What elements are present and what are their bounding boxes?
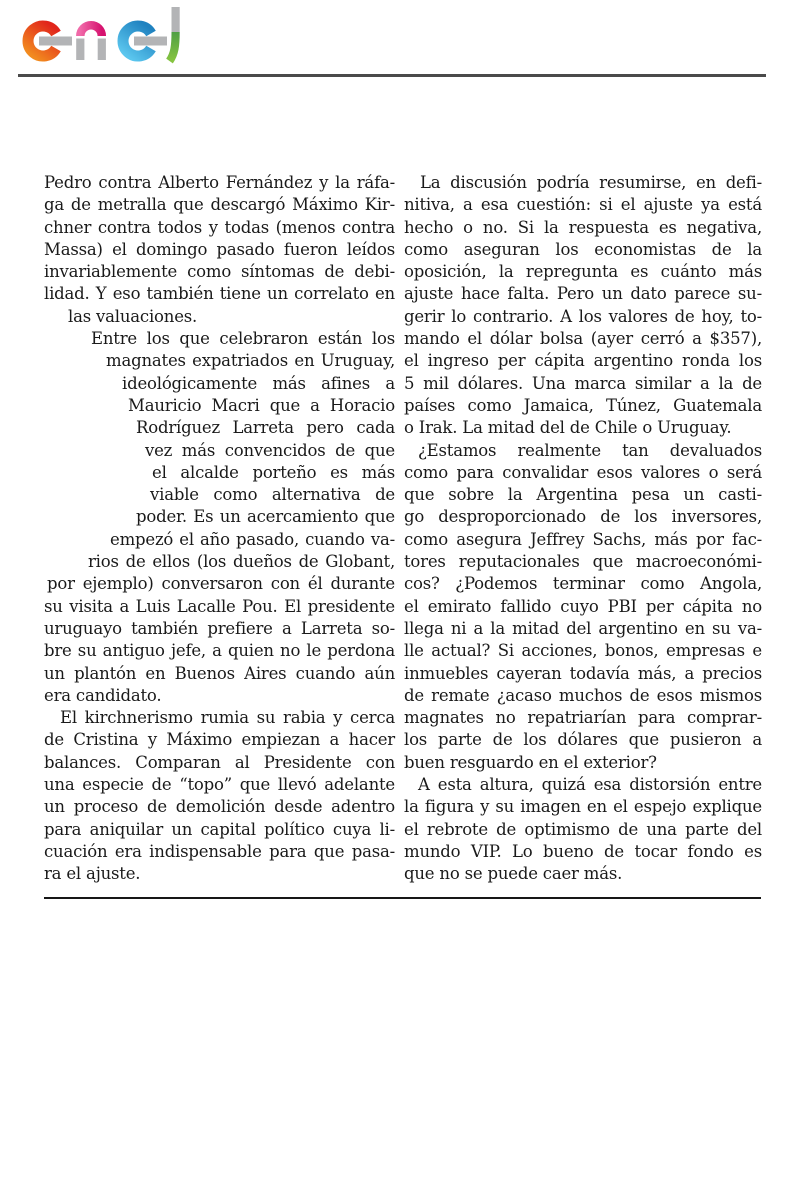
text-line: como para convalidar esos valores o será	[404, 462, 762, 482]
text-line: mundo VIP. Lo bueno de tocar fondo es	[404, 841, 762, 861]
text-line: El kirchnerismo rumia su rabia y cerca	[60, 708, 395, 728]
logo-letter-l-icon	[170, 32, 176, 61]
text-line: para aniquilar un capital político cuya li-	[44, 819, 395, 839]
text-line: Pedro contra Alberto Fernández y la ráfa-	[44, 173, 395, 192]
text-line: el rebrote de optimismo de una parte del	[404, 819, 762, 839]
text-line: las valuaciones.	[68, 306, 198, 326]
text-line: cos? ¿Podemos terminar como Angola,	[404, 574, 762, 594]
text-line: el emirato fallido cuyo PBI per cápita no	[404, 596, 762, 616]
text-line: viable como alternativa de	[150, 485, 395, 505]
text-line: magnates no repatriarían para comprar-	[404, 708, 762, 728]
text-line: mando el dólar bolsa (ayer cerró a $357),	[404, 329, 762, 349]
text-line: los parte de los dólares que pusieron a	[404, 730, 762, 750]
text-line: ra el ajuste.	[44, 864, 141, 884]
text-line: era candidato.	[44, 685, 162, 705]
text-line: la figura y su imagen en el espejo explique	[404, 797, 762, 817]
text-line: buen resguardo en el exterior?	[404, 752, 657, 772]
text-line: Entre los que celebraron están los	[91, 329, 395, 349]
text-line: inmuebles cayeran todavía más, a precios	[404, 663, 762, 683]
text-line: chner contra todos y todas (menos contra	[44, 217, 395, 237]
text-line: que no se puede caer más.	[404, 864, 623, 884]
text-line: ga de metralla que descargó Máximo Kir-	[44, 195, 395, 215]
text-line: lidad. Y eso también tiene un correlato en	[44, 284, 395, 304]
text-line: como aseguran los economistas de la	[404, 239, 762, 259]
text-line: el ingreso per cápita argentino ronda los	[404, 351, 762, 371]
text-line: Massa) el domingo pasado fueron leídos	[44, 239, 395, 259]
text-line: su visita a Luis Lacalle Pou. El presidente	[44, 596, 395, 616]
text-line: ¿Estamos realmente tan devaluados	[418, 440, 762, 460]
text-line: gerir lo contrario. A los valores de hoy, to-	[404, 306, 762, 326]
text-line: el alcalde porteño es más	[152, 462, 395, 482]
text-line: La discusión podría resumirse, en defi-	[420, 173, 762, 192]
text-line: ideológicamente más afines a	[122, 373, 395, 393]
text-line: un proceso de demolición desde adentro	[44, 797, 395, 817]
text-line: lle actual? Si acciones, bonos, empresas e	[404, 641, 762, 661]
text-line: que sobre la Argentina pesa un casti-	[404, 485, 762, 505]
text-line: invariablemente como síntomas de debi-	[44, 262, 395, 282]
text-line: Rodríguez Larreta pero cada	[136, 418, 395, 438]
text-line: llega ni a la mitad del argentino en su va-	[404, 618, 762, 638]
text-line: una especie de “topo” que llevó adelante	[44, 775, 395, 795]
text-line: A esta altura, quizá esa distorsión entre	[418, 775, 762, 795]
column-right	[404, 172, 762, 886]
text-line: oposición, la repregunta es cuánto más	[404, 262, 762, 282]
article-body	[44, 172, 762, 886]
text-line: uruguayo también prefiere a Larreta so-	[44, 618, 395, 638]
logo-slab-e1	[39, 37, 72, 46]
text-line: ajuste hace falta. Pero un dato parece su-	[404, 284, 762, 304]
text-line: tores reputacionales que macroeconómi-	[404, 552, 762, 572]
text-line: vez más convencidos de que	[145, 440, 395, 460]
text-line: por ejemplo) conversaron con él durante	[47, 574, 395, 594]
text-line: un plantón en Buenos Aires cuando aún	[44, 663, 395, 683]
text-line: rios de ellos (los dueños de Globant,	[88, 552, 395, 572]
text-line: 5 mil dólares. Una marca similar a la de	[404, 373, 762, 393]
text-line: de remate ¿acaso muchos de esos mismos	[404, 685, 762, 705]
text-line: bre su antiguo jefe, a quien no le perdona	[44, 641, 395, 661]
logo-slab-e2	[134, 37, 167, 46]
text-line: poder. Es un acercamiento que	[136, 507, 395, 527]
text-line: de Cristina y Máximo empiezan a hacer	[44, 730, 395, 750]
text-line: balances. Comparan al Presidente con	[44, 752, 395, 772]
text-line: Mauricio Macri que a Horacio	[128, 395, 395, 415]
column-left	[44, 172, 395, 886]
article-end-divider	[44, 897, 761, 899]
text-line: cuación era indispensable para que pasa-	[44, 841, 395, 861]
text-line: empezó el año pasado, cuando va-	[110, 529, 395, 549]
text-line: o Irak. La mitad del de Chile o Uruguay.	[404, 418, 732, 438]
logo-letter-n-icon	[80, 25, 102, 36]
logo-slab-n-right	[98, 39, 106, 61]
text-line: nitiva, a esa cuestión: si el ajuste ya está	[404, 195, 762, 215]
logo-slab-l	[172, 7, 180, 32]
text-line: go desproporcionado de los inversores,	[404, 507, 762, 527]
text-line: magnates expatriados en Uruguay,	[106, 351, 395, 371]
text-line: como asegura Jeffrey Sachs, más por fac-	[404, 529, 762, 549]
text-line: países como Jamaica, Túnez, Guatemala	[404, 395, 762, 415]
enel-logo	[18, 6, 188, 66]
header-divider	[18, 74, 766, 77]
text-line: hecho o no. Si la respuesta es negativa,	[404, 217, 762, 237]
logo-slab-n-left	[76, 39, 84, 61]
